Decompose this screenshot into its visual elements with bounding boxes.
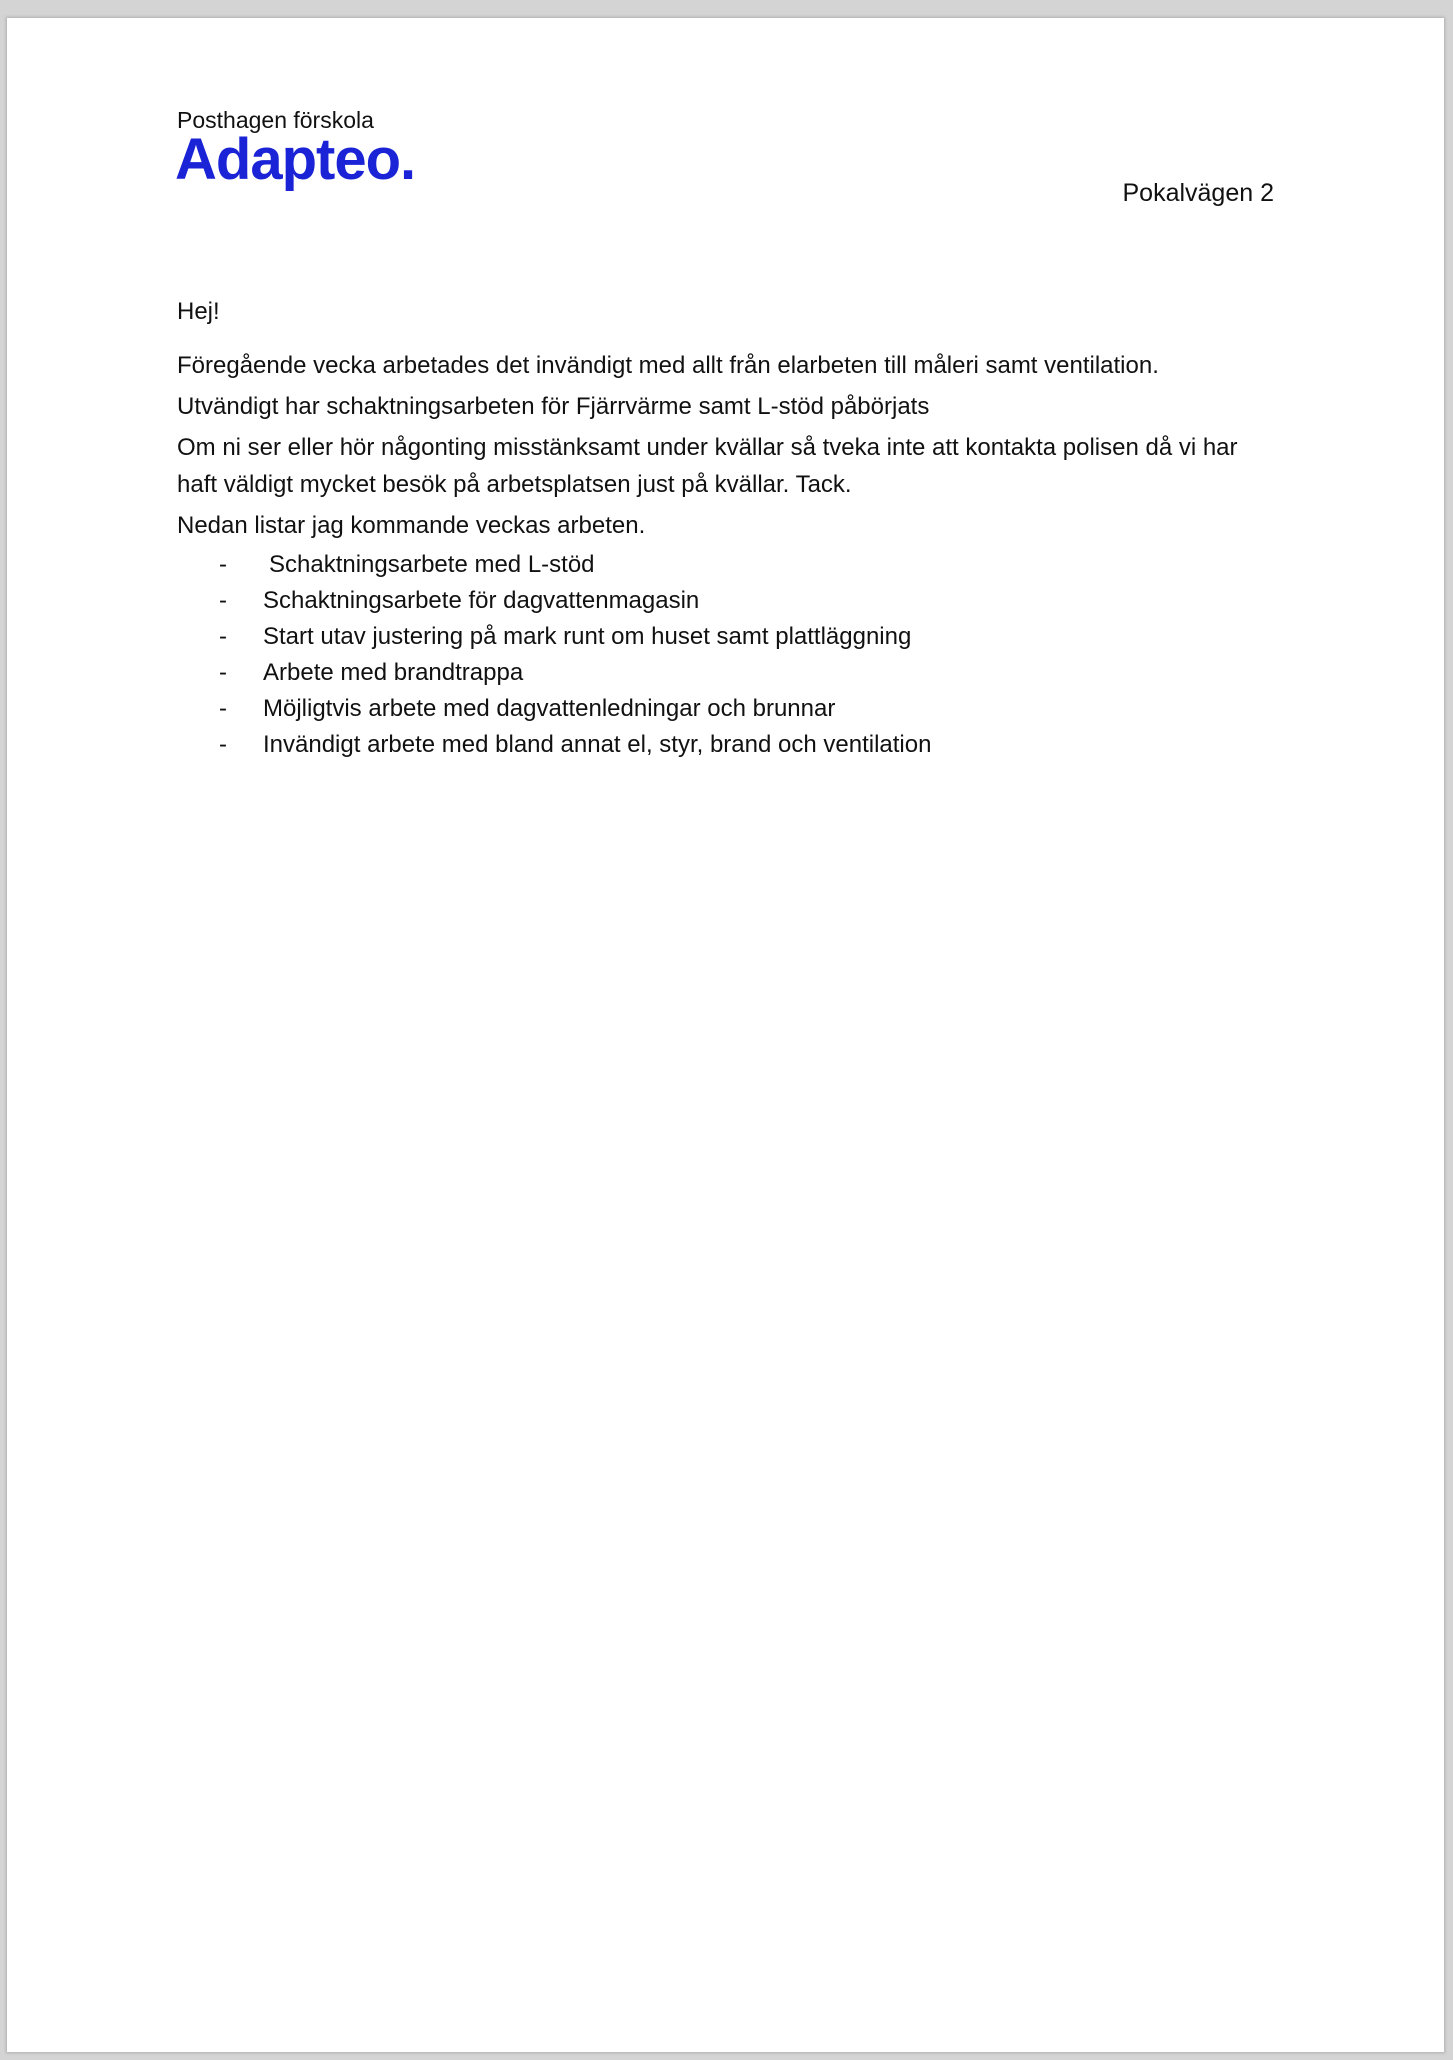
list-item	[219, 691, 931, 727]
list-item-text: Möjligtvis arbete med dagvattenledningar och brunnar	[263, 695, 836, 722]
list-item	[219, 655, 931, 691]
address: Pokalvägen 2	[1122, 179, 1274, 207]
list-item	[219, 619, 931, 655]
list-item-text: Schaktningsarbete med L-stöd	[269, 551, 595, 578]
paragraph: Nedan listar jag kommande veckas arbeten.	[177, 512, 646, 539]
task-list	[219, 547, 931, 763]
adapteo-logo: Adapteo.	[175, 127, 416, 192]
list-dash: -	[219, 623, 227, 650]
list-dash: -	[219, 731, 227, 758]
paragraph: Föregående vecka arbetades det invändigt med allt från elarbeten till måleri samt ventilation.	[177, 352, 1159, 379]
list-dash: -	[219, 659, 227, 686]
list-item	[219, 727, 931, 763]
list-dash: -	[219, 587, 227, 614]
paragraph: Om ni ser eller hör någonting misstänksamt under kvällar så tveka inte att kontakta polisen då vi har	[177, 434, 1238, 461]
list-item	[219, 583, 931, 619]
school-name: Posthagen förskola	[177, 107, 374, 133]
list-dash: -	[219, 551, 227, 578]
paragraph: Utvändigt har schaktningsarbeten för Fjärrvärme samt L-stöd påbörjats	[177, 393, 930, 420]
list-item	[219, 547, 931, 583]
greeting: Hej!	[177, 298, 220, 325]
list-dash: -	[219, 695, 227, 722]
list-item-text: Invändigt arbete med bland annat el, styr, brand och ventilation	[263, 731, 932, 758]
list-item-text: Arbete med brandtrappa	[263, 659, 524, 686]
list-item-text: Schaktningsarbete för dagvattenmagasin	[263, 587, 700, 614]
list-item-text: Start utav justering på mark runt om huset samt plattläggning	[263, 623, 912, 650]
document-page	[7, 18, 1444, 2052]
paragraph: haft väldigt mycket besök på arbetsplatsen just på kvällar. Tack.	[177, 471, 852, 498]
